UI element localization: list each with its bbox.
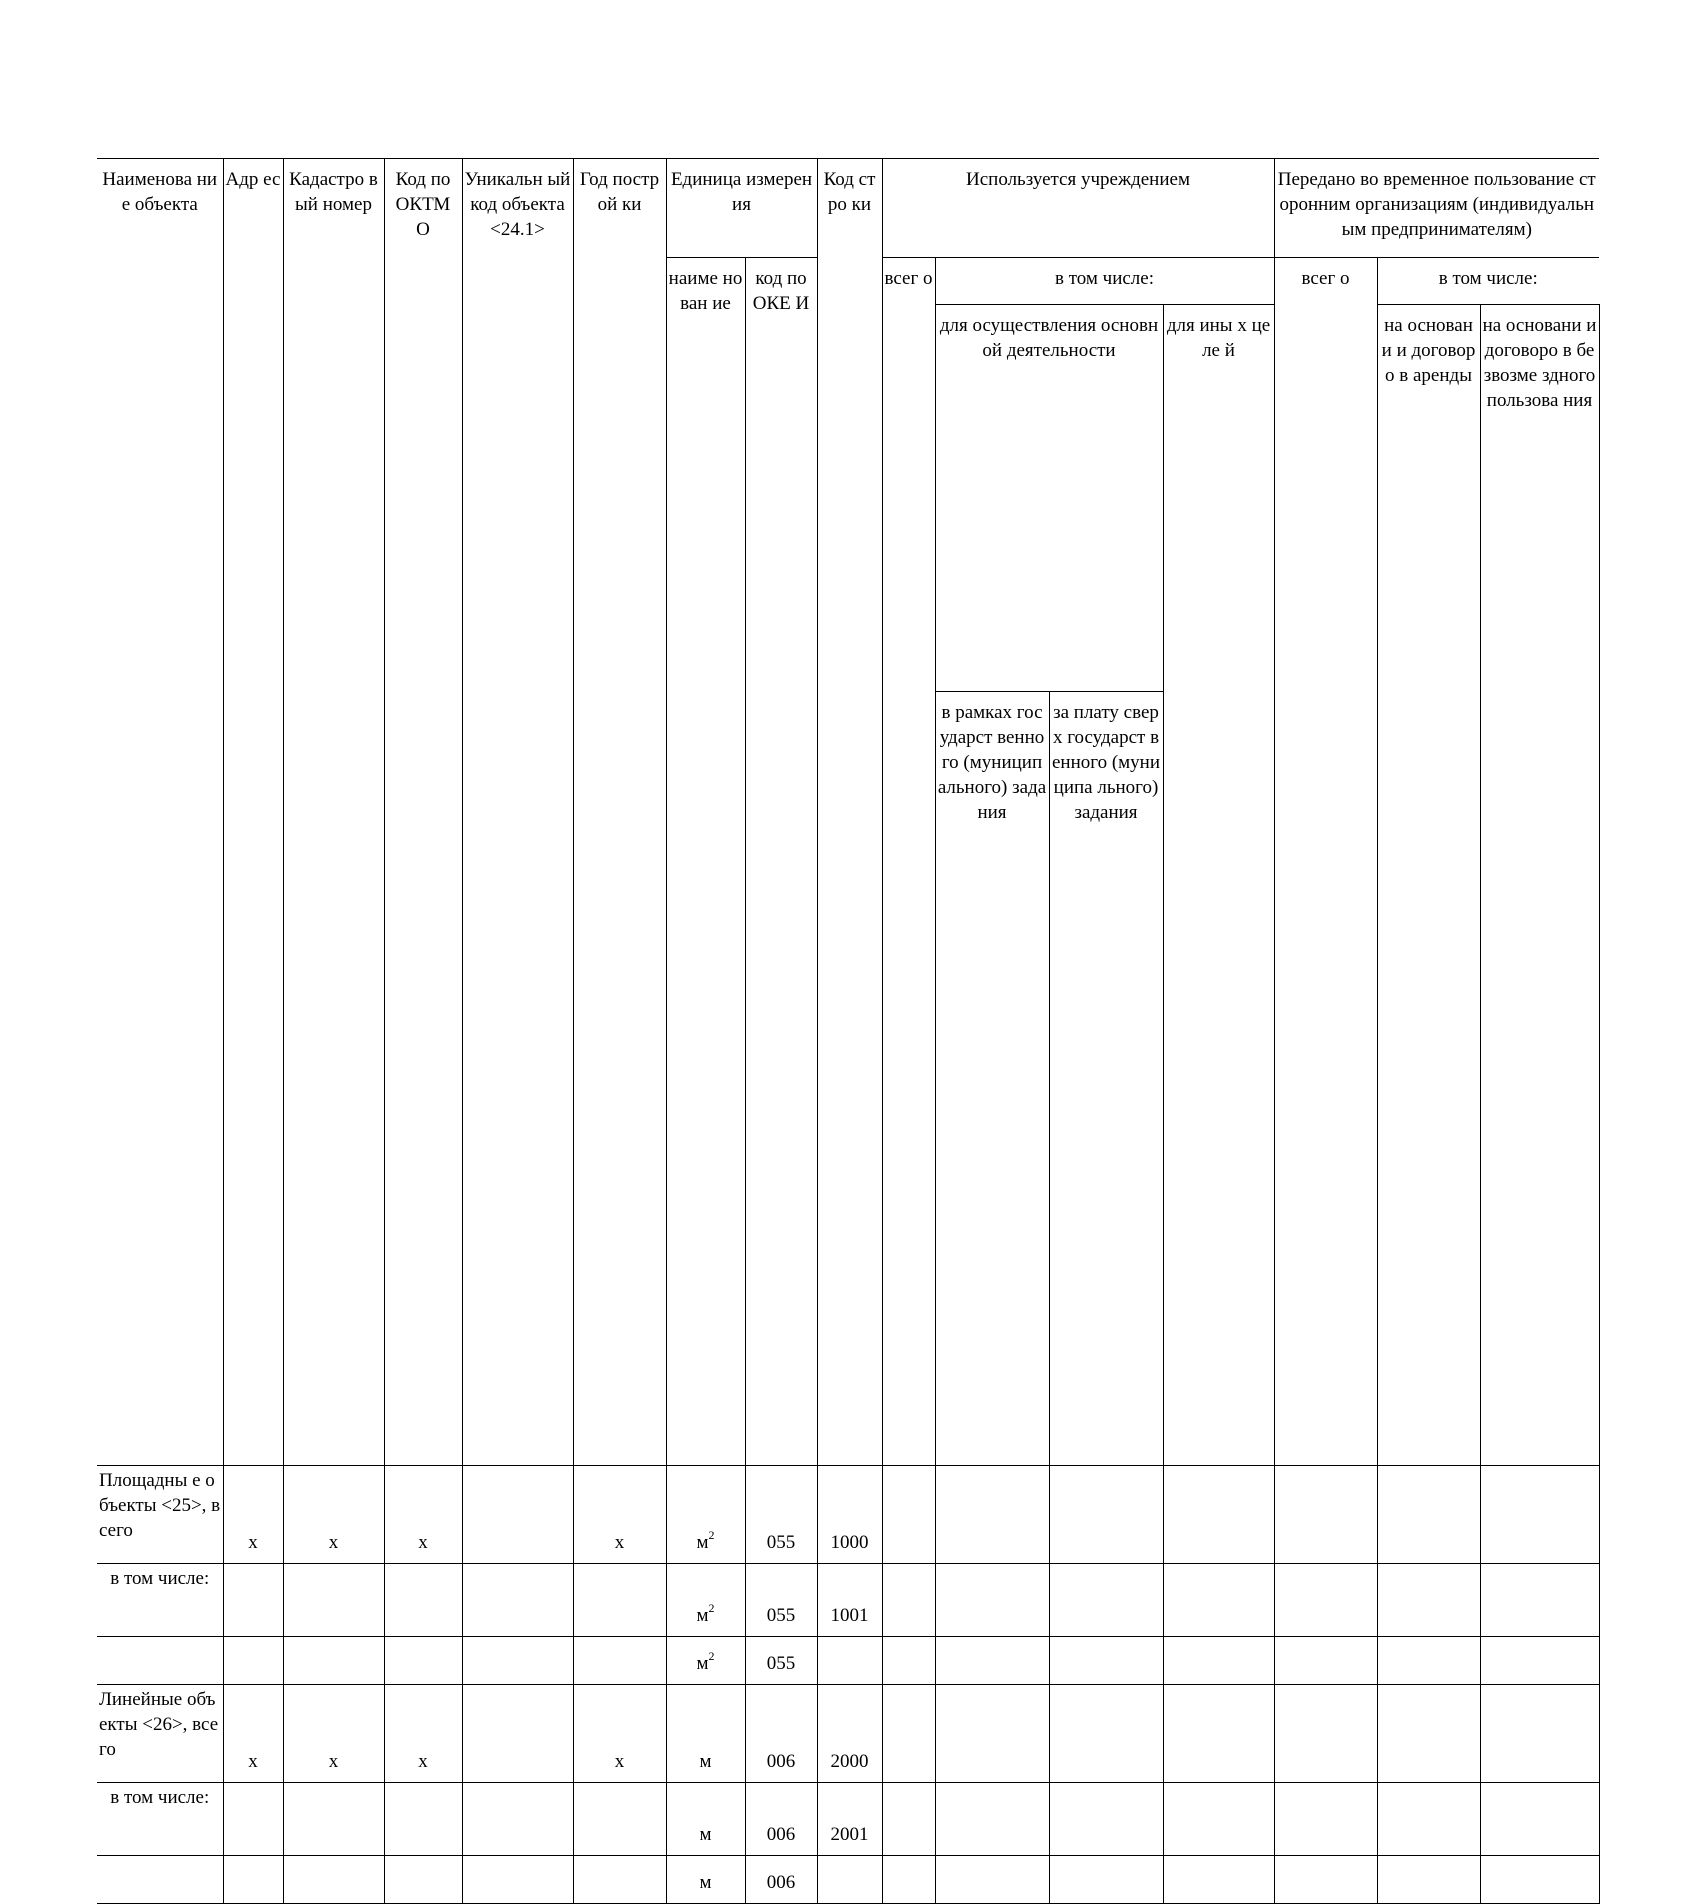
row-cadastral: [283, 1564, 384, 1637]
row-name: Линейные объекты <26>, всего: [97, 1685, 223, 1783]
row-okei: 055: [745, 1637, 817, 1685]
row-cell: [1480, 1637, 1599, 1685]
row-cell: [1480, 1685, 1599, 1783]
row-line-code: [817, 1637, 882, 1685]
row-unique-code: [462, 1637, 573, 1685]
header-unit: Единица измерения: [666, 159, 817, 258]
header-transferred-total: всег о: [1274, 258, 1377, 1466]
row-cell: [1163, 1564, 1274, 1637]
row-unit-name: м: [666, 1856, 745, 1904]
row-name: [97, 1856, 223, 1904]
header-unit-okei: код по ОКЕ И: [745, 258, 817, 1466]
row-oktmo: x: [384, 1466, 462, 1564]
row-unit-name: м: [666, 1783, 745, 1856]
row-unique-code: [462, 1564, 573, 1637]
row-unit-name: $м^2$: [666, 1637, 745, 1685]
row-cell: [1163, 1685, 1274, 1783]
row-cadastral: x: [283, 1466, 384, 1564]
row-cell: [1377, 1466, 1480, 1564]
row-okei: 006: [745, 1783, 817, 1856]
row-cell: [935, 1466, 1049, 1564]
row-line-code: 2000: [817, 1685, 882, 1783]
row-cell: [1480, 1856, 1599, 1904]
row-line-code: 1001: [817, 1564, 882, 1637]
row-cell: [1049, 1637, 1163, 1685]
row-oktmo: [384, 1564, 462, 1637]
row-cadastral: [283, 1783, 384, 1856]
table-row: [97, 1685, 1599, 1783]
row-cell: [1049, 1685, 1163, 1783]
header-cadastral: Кадастро вый номер: [283, 159, 384, 1466]
row-cell: [1377, 1783, 1480, 1856]
row-cell: [882, 1466, 935, 1564]
row-cell: [1274, 1685, 1377, 1783]
row-cell: [1163, 1466, 1274, 1564]
header-free-use: на основани и договоро в безвозме здного пользова ния: [1480, 305, 1599, 1466]
row-cell: [1274, 1637, 1377, 1685]
row-cell: [1274, 1564, 1377, 1637]
row-cell: [882, 1685, 935, 1783]
header-used-total: всег о: [882, 258, 935, 1466]
table-row: [97, 1466, 1599, 1564]
row-unit-name: м: [666, 1685, 745, 1783]
header-state-task: в рамках государст венного (муницип ального) задания: [935, 692, 1049, 1466]
row-cell: [1163, 1783, 1274, 1856]
row-cell: [1377, 1637, 1480, 1685]
row-okei: 055: [745, 1564, 817, 1637]
row-cell: [935, 1685, 1049, 1783]
objects-table: [97, 158, 1599, 1904]
row-unique-code: [462, 1685, 573, 1783]
row-cell: [1377, 1564, 1480, 1637]
row-year-built: [573, 1856, 666, 1904]
row-cell: [935, 1637, 1049, 1685]
header-transferred: Передано во временное пользование сторонним организациям (индивидуальным предпринимателям): [1274, 159, 1599, 258]
row-year-built: x: [573, 1685, 666, 1783]
header-year-built: Год построй ки: [573, 159, 666, 1466]
row-okei: 006: [745, 1856, 817, 1904]
row-cell: [882, 1783, 935, 1856]
row-cell: [1049, 1856, 1163, 1904]
header-paid-over-task: за плату сверх государст венного (муниципа льного) задания: [1049, 692, 1163, 1466]
header-lease: на основани и договоро в аренды: [1377, 305, 1480, 1466]
table-row: [97, 1637, 1599, 1685]
header-oktmo: Код по ОКТМ О: [384, 159, 462, 1466]
row-cell: [1163, 1637, 1274, 1685]
row-unique-code: [462, 1783, 573, 1856]
row-cell: [882, 1564, 935, 1637]
row-cell: [1274, 1856, 1377, 1904]
row-cell: [882, 1856, 935, 1904]
row-year-built: [573, 1637, 666, 1685]
row-cadastral: x: [283, 1685, 384, 1783]
row-address: [223, 1856, 283, 1904]
row-year-built: [573, 1783, 666, 1856]
header-address: Адр ес: [223, 159, 283, 1466]
row-cell: [1377, 1685, 1480, 1783]
row-address: [223, 1783, 283, 1856]
header-unique-code: Уникальн ый код объекта <24.1>: [462, 159, 573, 1466]
row-unique-code: [462, 1856, 573, 1904]
row-address: [223, 1564, 283, 1637]
row-name: в том числе:: [97, 1564, 223, 1637]
header-other-purposes: для ины х целе й: [1163, 305, 1274, 1466]
row-unit-name: $м^2$: [666, 1564, 745, 1637]
row-cell: [1049, 1466, 1163, 1564]
row-cell: [935, 1564, 1049, 1637]
row-oktmo: [384, 1637, 462, 1685]
row-cell: [1480, 1783, 1599, 1856]
row-cell: [1377, 1856, 1480, 1904]
row-unit-name: $м^2$: [666, 1466, 745, 1564]
row-line-code: 1000: [817, 1466, 882, 1564]
row-cadastral: [283, 1637, 384, 1685]
row-cadastral: [283, 1856, 384, 1904]
row-name: [97, 1637, 223, 1685]
row-line-code: [817, 1856, 882, 1904]
row-cell: [1274, 1783, 1377, 1856]
table-row: [97, 1564, 1599, 1637]
row-cell: [935, 1783, 1049, 1856]
row-oktmo: [384, 1856, 462, 1904]
row-okei: 006: [745, 1685, 817, 1783]
row-cell: [1163, 1856, 1274, 1904]
header-name: Наименова ние объекта: [97, 159, 223, 1466]
row-address: [223, 1637, 283, 1685]
row-oktmo: [384, 1783, 462, 1856]
row-address: x: [223, 1466, 283, 1564]
header-main-activity: для осуществления основной деятельности: [935, 305, 1163, 692]
row-cell: [1480, 1564, 1599, 1637]
row-year-built: [573, 1564, 666, 1637]
row-name: Площадны е объекты <25>, всего: [97, 1466, 223, 1564]
header-line-code: Код стро ки: [817, 159, 882, 1466]
row-oktmo: x: [384, 1685, 462, 1783]
row-address: x: [223, 1685, 283, 1783]
row-okei: 055: [745, 1466, 817, 1564]
row-cell: [1049, 1783, 1163, 1856]
header-used-including: в том числе:: [935, 258, 1274, 305]
row-cell: [882, 1637, 935, 1685]
row-unique-code: [462, 1466, 573, 1564]
row-name: в том числе:: [97, 1783, 223, 1856]
header-used-by-institution: Используется учреждением: [882, 159, 1274, 258]
header-transferred-including: в том числе:: [1377, 258, 1599, 305]
header-unit-name: наиме нован ие: [666, 258, 745, 1466]
table-row: [97, 1783, 1599, 1856]
row-year-built: x: [573, 1466, 666, 1564]
row-cell: [1049, 1564, 1163, 1637]
row-cell: [1274, 1466, 1377, 1564]
row-cell: [1480, 1466, 1599, 1564]
row-cell: [935, 1856, 1049, 1904]
row-line-code: 2001: [817, 1783, 882, 1856]
table-row: [97, 1856, 1599, 1904]
